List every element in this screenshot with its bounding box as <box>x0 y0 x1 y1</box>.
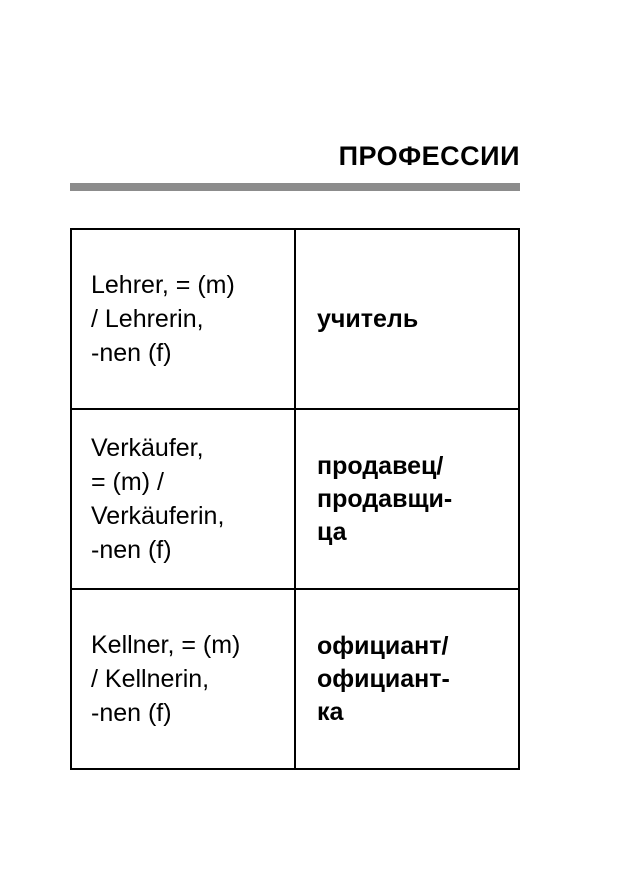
russian-translation-line: официант/ <box>317 631 449 660</box>
russian-translation-line: продавец/ <box>317 451 444 480</box>
german-term-line: / Lehrerin, <box>91 305 204 333</box>
german-term-line: Verkäufer, <box>91 434 204 462</box>
russian-translation-line: официант- <box>317 664 450 693</box>
table-row <box>71 409 519 589</box>
german-term-line: Lehrer, = (m) <box>91 271 235 299</box>
russian-translation-line: учитель <box>317 304 419 333</box>
russian-translation-cell <box>295 409 519 589</box>
german-term-line: Verkäuferin, <box>91 502 225 530</box>
german-term-line: = (m) / <box>91 468 164 496</box>
russian-translation-line: продавщи- <box>317 484 453 513</box>
table-row <box>71 589 519 769</box>
russian-translation-cell <box>295 589 519 769</box>
german-term-cell <box>71 409 295 589</box>
german-term-line: -nen (f) <box>91 536 172 564</box>
russian-translation-line: ка <box>317 697 344 726</box>
russian-translation-line: ца <box>317 517 347 546</box>
page-title: ПРОФЕССИИ <box>338 141 520 171</box>
russian-translation-cell <box>295 229 519 409</box>
german-term-cell <box>71 229 295 409</box>
table-row <box>71 229 519 409</box>
german-term-line: Kellner, = (m) <box>91 631 241 659</box>
german-term-line: -nen (f) <box>91 699 172 727</box>
title-divider <box>70 183 520 191</box>
german-term-line: -nen (f) <box>91 339 172 367</box>
german-term-line: / Kellnerin, <box>91 665 210 693</box>
german-term-cell <box>71 589 295 769</box>
vocabulary-table <box>70 228 520 770</box>
